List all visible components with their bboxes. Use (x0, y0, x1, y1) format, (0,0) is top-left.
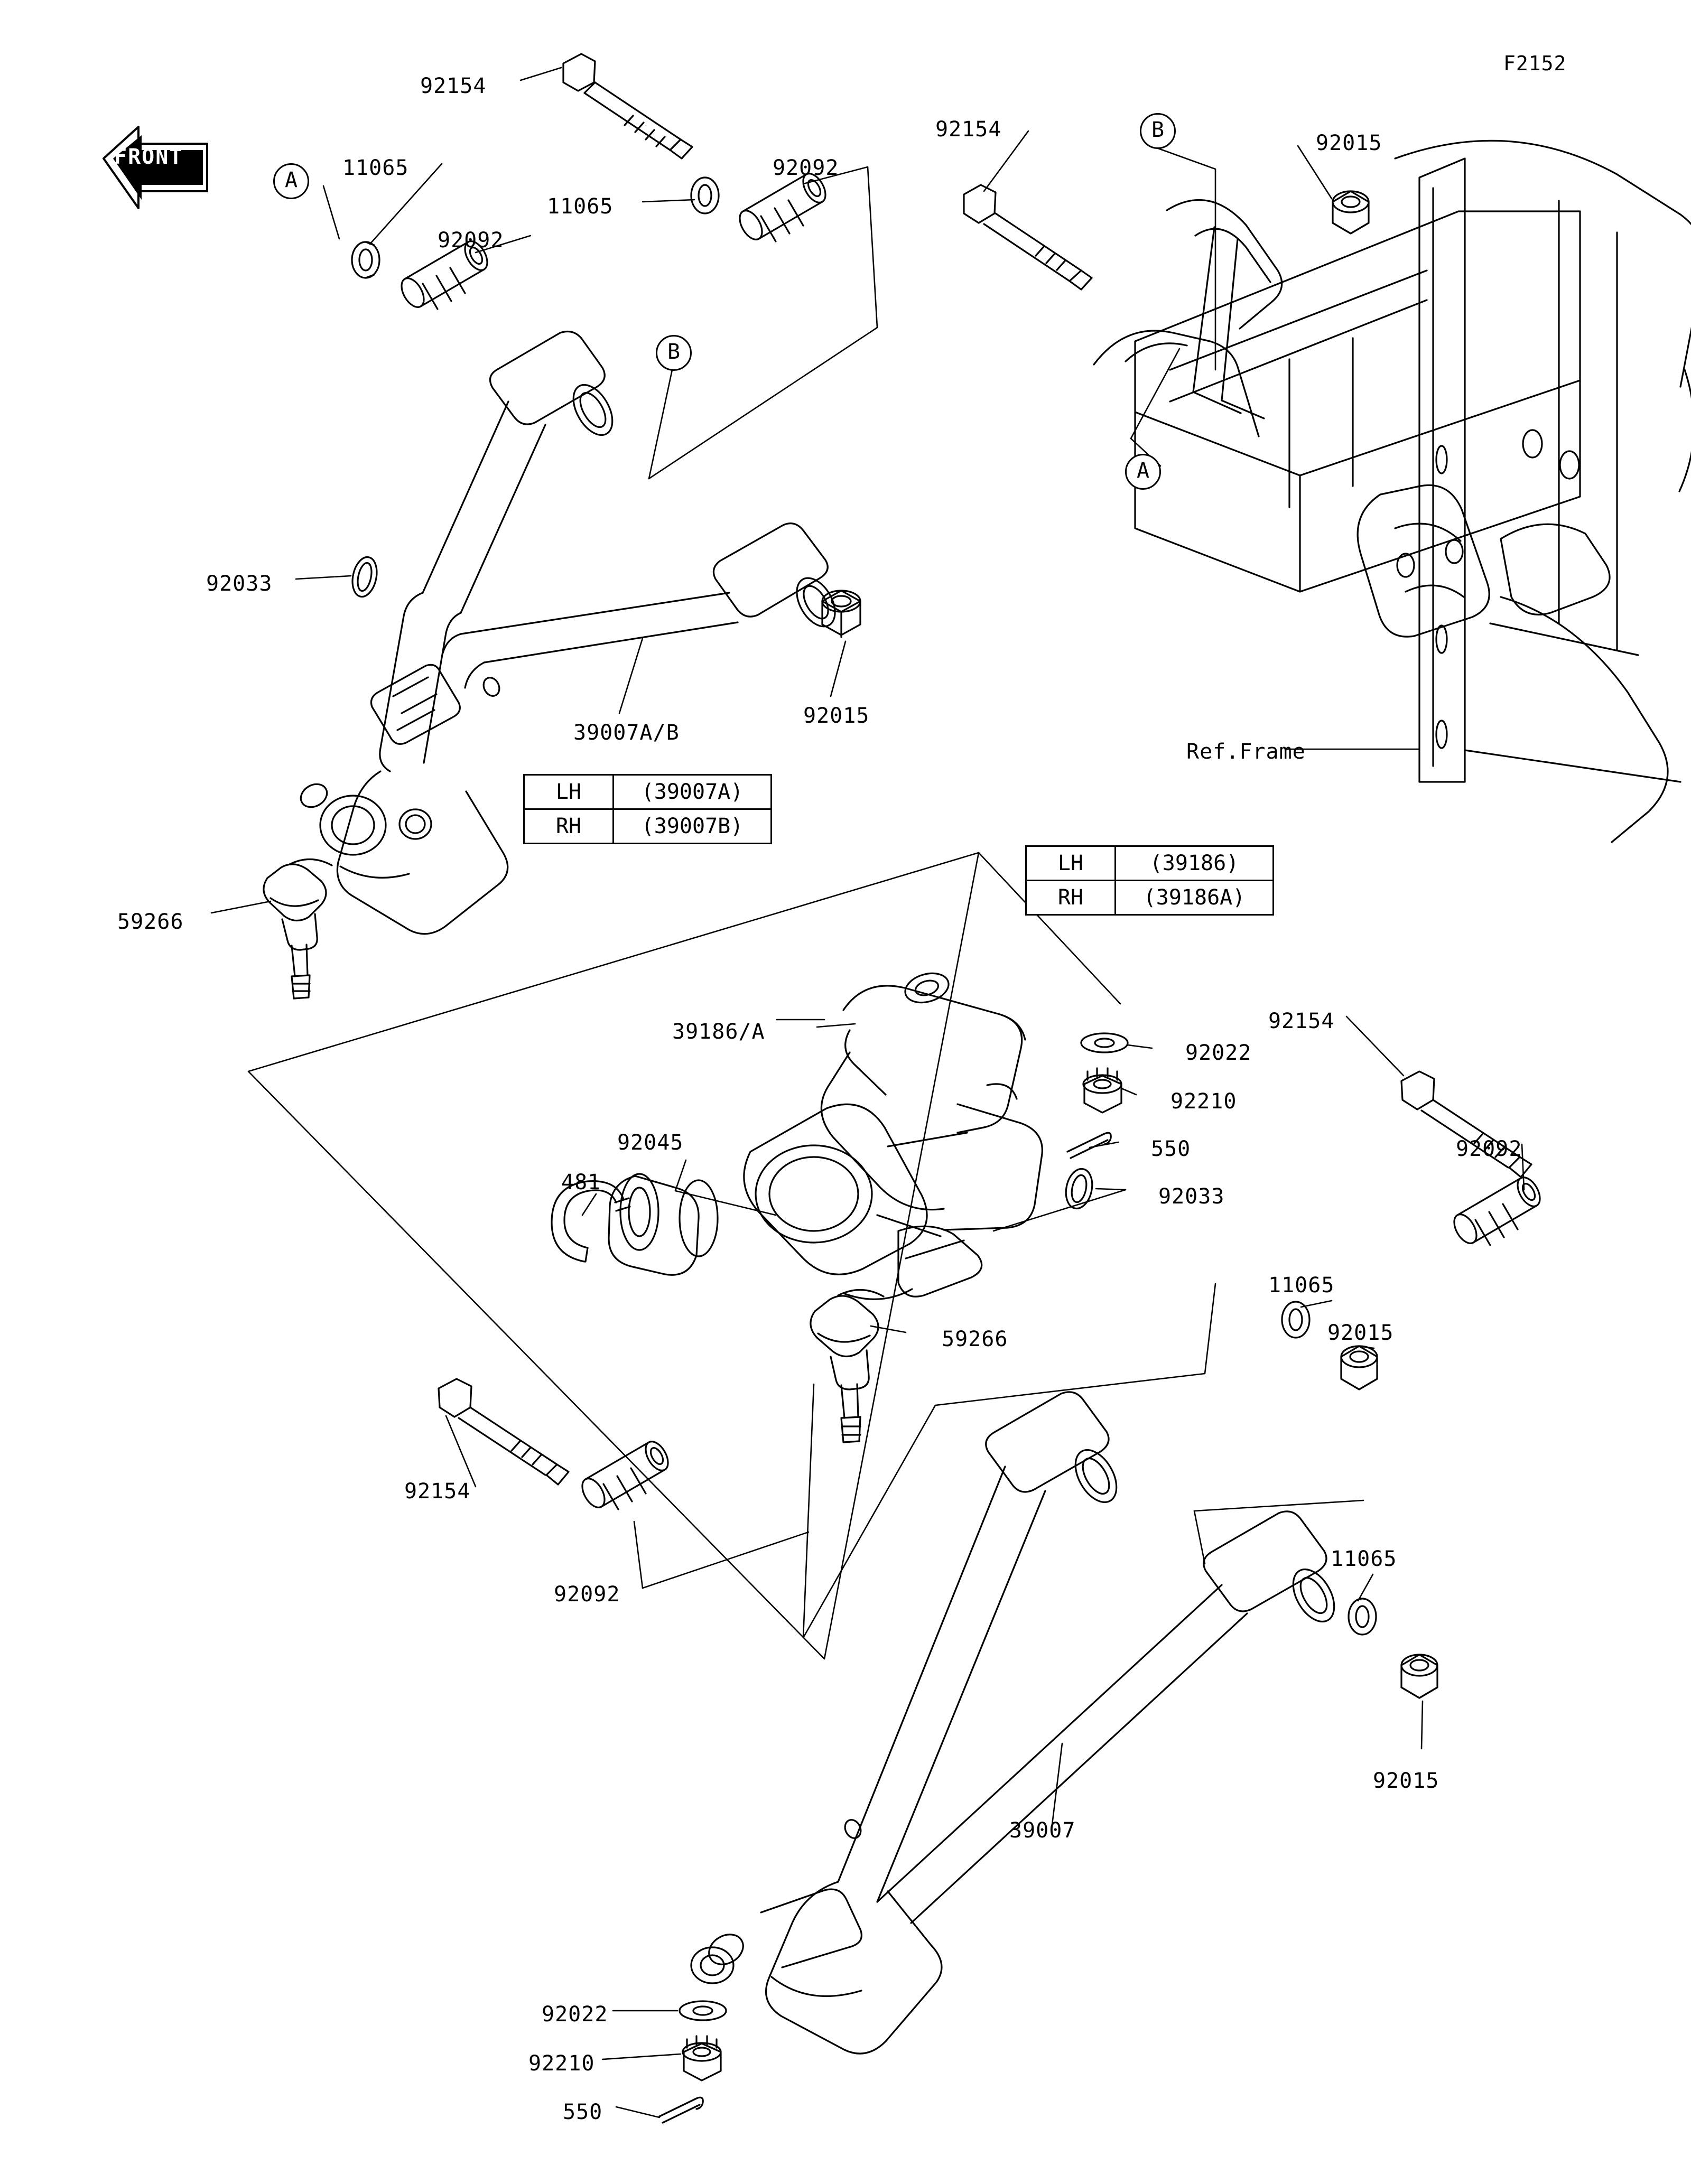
table-cell-part: (39186) (1116, 846, 1274, 881)
washer-11065-upper-left (352, 242, 379, 278)
table-cell-part: (39007A) (614, 775, 772, 809)
bearing-92045 (609, 1174, 718, 1275)
washer-92022-bottom (680, 2001, 726, 2020)
part-label-92154-lower-left: 92154 (404, 1479, 471, 1504)
front-badge-label: FRONT (114, 145, 183, 169)
washer-11065-lower-right (1349, 1599, 1376, 1635)
callout-b-frame: B (1140, 113, 1176, 149)
table-row (524, 775, 772, 809)
callout-a-upper-left: A (273, 163, 309, 199)
part-label-39186A: 39186/A (672, 1020, 765, 1044)
front-lower-arm-table (523, 774, 772, 844)
table-cell-side: LH (524, 775, 614, 809)
bolt-92154-upper-left (563, 54, 692, 158)
ref-frame-assembly (1094, 141, 1691, 842)
part-label-59266-mid: 59266 (942, 1327, 1008, 1351)
part-label-39007: 39007 (1009, 1818, 1076, 1843)
bolt-92154-lower-left (439, 1379, 569, 1485)
part-label-92022-bottom: 92022 (542, 2002, 608, 2027)
bushing-92092-right (1450, 1174, 1544, 1247)
part-label-92154-upper-left: 92154 (420, 74, 487, 98)
part-label-92022-mid: 92022 (1185, 1041, 1252, 1065)
part-label-92154-right: 92154 (1268, 1009, 1335, 1033)
balljoint-59266-left (264, 859, 332, 998)
bolt-92154-right (1401, 1071, 1531, 1177)
table-cell-part: (39186A) (1116, 881, 1274, 915)
bushing-92092-lower-left (578, 1438, 672, 1511)
part-label-92210-bottom: 92210 (528, 2051, 595, 2076)
cotterpin-550-bottom (659, 2097, 703, 2123)
part-label-92033-left: 92033 (206, 572, 273, 596)
part-label-92033-mid: 92033 (1158, 1184, 1225, 1209)
nut-92015-lower-right (1401, 1655, 1437, 1698)
part-label-ref-frame: Ref.Frame (1186, 740, 1306, 764)
table-cell-part: (39007B) (614, 809, 772, 844)
part-label-92092-lower-left: 92092 (554, 1582, 620, 1607)
balljoint-59266-mid (811, 1290, 884, 1442)
part-label-92015-lower-right: 92015 (1373, 1769, 1439, 1793)
washer-11065-right (1282, 1302, 1309, 1338)
diagram-code: F2152 (1503, 52, 1567, 75)
part-label-92154-upper-right: 92154 (935, 117, 1002, 142)
part-label-92092-right: 92092 (1456, 1137, 1522, 1161)
washer-92022-mid (1081, 1033, 1128, 1052)
front-lower-arm-39007 (691, 1392, 1343, 2054)
part-label-11065-upper-left: 11065 (342, 156, 409, 180)
part-label-92015-right: 92015 (1327, 1321, 1394, 1345)
part-label-92210-mid: 92210 (1170, 1089, 1237, 1114)
part-label-11065-lower-right: 11065 (1331, 1547, 1397, 1571)
nut-92015-right (1341, 1346, 1377, 1389)
bolt-92154-upper-right (964, 185, 1092, 290)
knuckle-table (1025, 845, 1274, 916)
table-row (1026, 846, 1274, 881)
part-label-92092-left: 92092 (438, 228, 504, 253)
table-cell-side: RH (524, 809, 614, 844)
part-label-11065-upper-mid: 11065 (547, 194, 614, 219)
part-label-92015-left: 92015 (803, 704, 870, 728)
part-label-39007AB: 39007A/B (573, 721, 680, 745)
table-row (524, 809, 772, 844)
washer-11065-upper-mid (691, 178, 719, 213)
part-label-550-bottom: 550 (563, 2100, 603, 2124)
castlenut-92210-mid (1083, 1068, 1121, 1113)
nut-92015-upper-right (1333, 191, 1369, 234)
callout-a-frame: A (1125, 454, 1161, 490)
table-cell-side: LH (1026, 846, 1116, 881)
oring-92033-left (349, 555, 380, 599)
castlenut-92210-bottom (683, 2036, 721, 2080)
part-label-481: 481 (561, 1170, 601, 1194)
front-direction-badge (93, 127, 209, 195)
part-label-92045: 92045 (617, 1131, 684, 1155)
part-label-59266-left: 59266 (117, 910, 184, 934)
part-label-550-mid: 550 (1151, 1137, 1191, 1161)
table-cell-side: RH (1026, 881, 1116, 915)
table-row (1026, 881, 1274, 915)
part-label-92015-upper-right: 92015 (1316, 131, 1382, 155)
knuckle-39186A (744, 968, 1042, 1299)
part-label-11065-right: 11065 (1268, 1273, 1335, 1298)
part-label-92092-upper-mid: 92092 (773, 156, 839, 180)
callout-b-upper-left: B (656, 335, 692, 371)
